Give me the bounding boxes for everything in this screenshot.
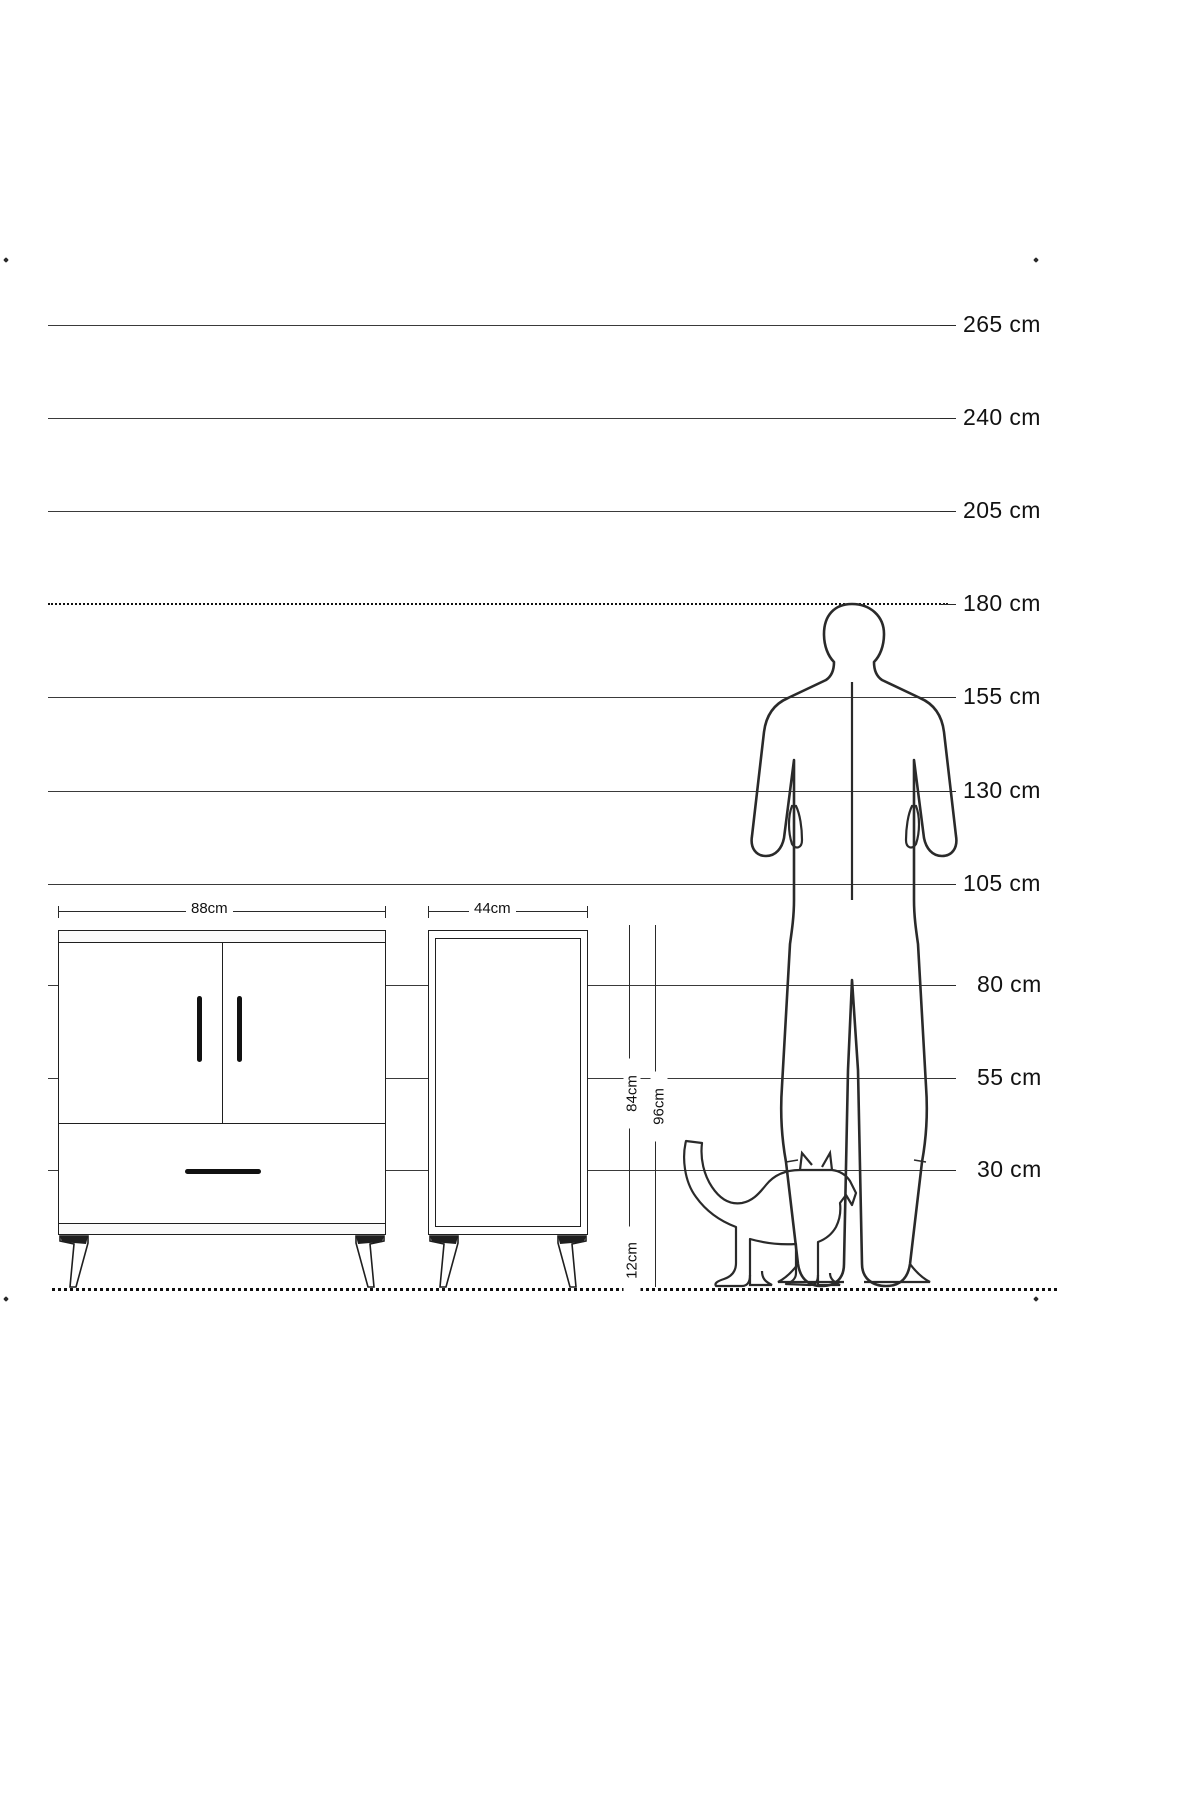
dimension-height-96-label: 96cm [651, 1072, 668, 1142]
grid-label-80: 80 cm [977, 971, 1042, 997]
corner-tick-top-right [1034, 258, 1041, 265]
dim-cap-right-2 [587, 906, 588, 918]
grid-line-205 [48, 511, 948, 512]
grid-label-180: 180 cm [963, 590, 1041, 616]
dimension-cabinet-width-label: 44cm [469, 900, 516, 917]
grid-label-265: 265 cm [963, 311, 1041, 337]
grid-label-30: 30 cm [977, 1156, 1042, 1182]
sideboard-handle-right [237, 996, 242, 1062]
sideboard-door-divider [222, 942, 223, 1123]
grid-label-240: 240 cm [963, 404, 1041, 430]
dimension-height-84-label: 84cm [624, 1059, 641, 1129]
dimension-height-12-label: 12cm [624, 1227, 641, 1295]
grid-label-155: 155 cm [963, 683, 1041, 709]
cabinet [428, 930, 588, 1235]
corner-tick-top-left [4, 258, 11, 265]
sideboard-base [59, 1223, 385, 1234]
grid-label-105: 105 cm [963, 870, 1041, 896]
dim-cap-left-2 [428, 906, 429, 918]
grid-tick-240 [940, 418, 956, 419]
sideboard [58, 930, 386, 1235]
sideboard-handle-left [197, 996, 202, 1062]
dim-cap-right [385, 906, 386, 918]
corner-tick-bottom-left [4, 1297, 11, 1304]
sideboard-drawer-handle [185, 1169, 261, 1174]
corner-tick-bottom-right [1034, 1297, 1041, 1304]
dimension-sideboard-width-label: 88cm [186, 900, 233, 917]
person-silhouette [748, 600, 964, 1290]
cabinet-door-panel [435, 938, 581, 1227]
grid-label-55: 55 cm [977, 1064, 1042, 1090]
grid-line-240 [48, 418, 948, 419]
grid-line-265 [48, 325, 948, 326]
sideboard-drawer-divider [59, 1123, 385, 1124]
grid-label-205: 205 cm [963, 497, 1041, 523]
dim-cap-left [58, 906, 59, 918]
grid-tick-205 [940, 511, 956, 512]
grid-tick-265 [940, 325, 956, 326]
grid-label-130: 130 cm [963, 777, 1041, 803]
